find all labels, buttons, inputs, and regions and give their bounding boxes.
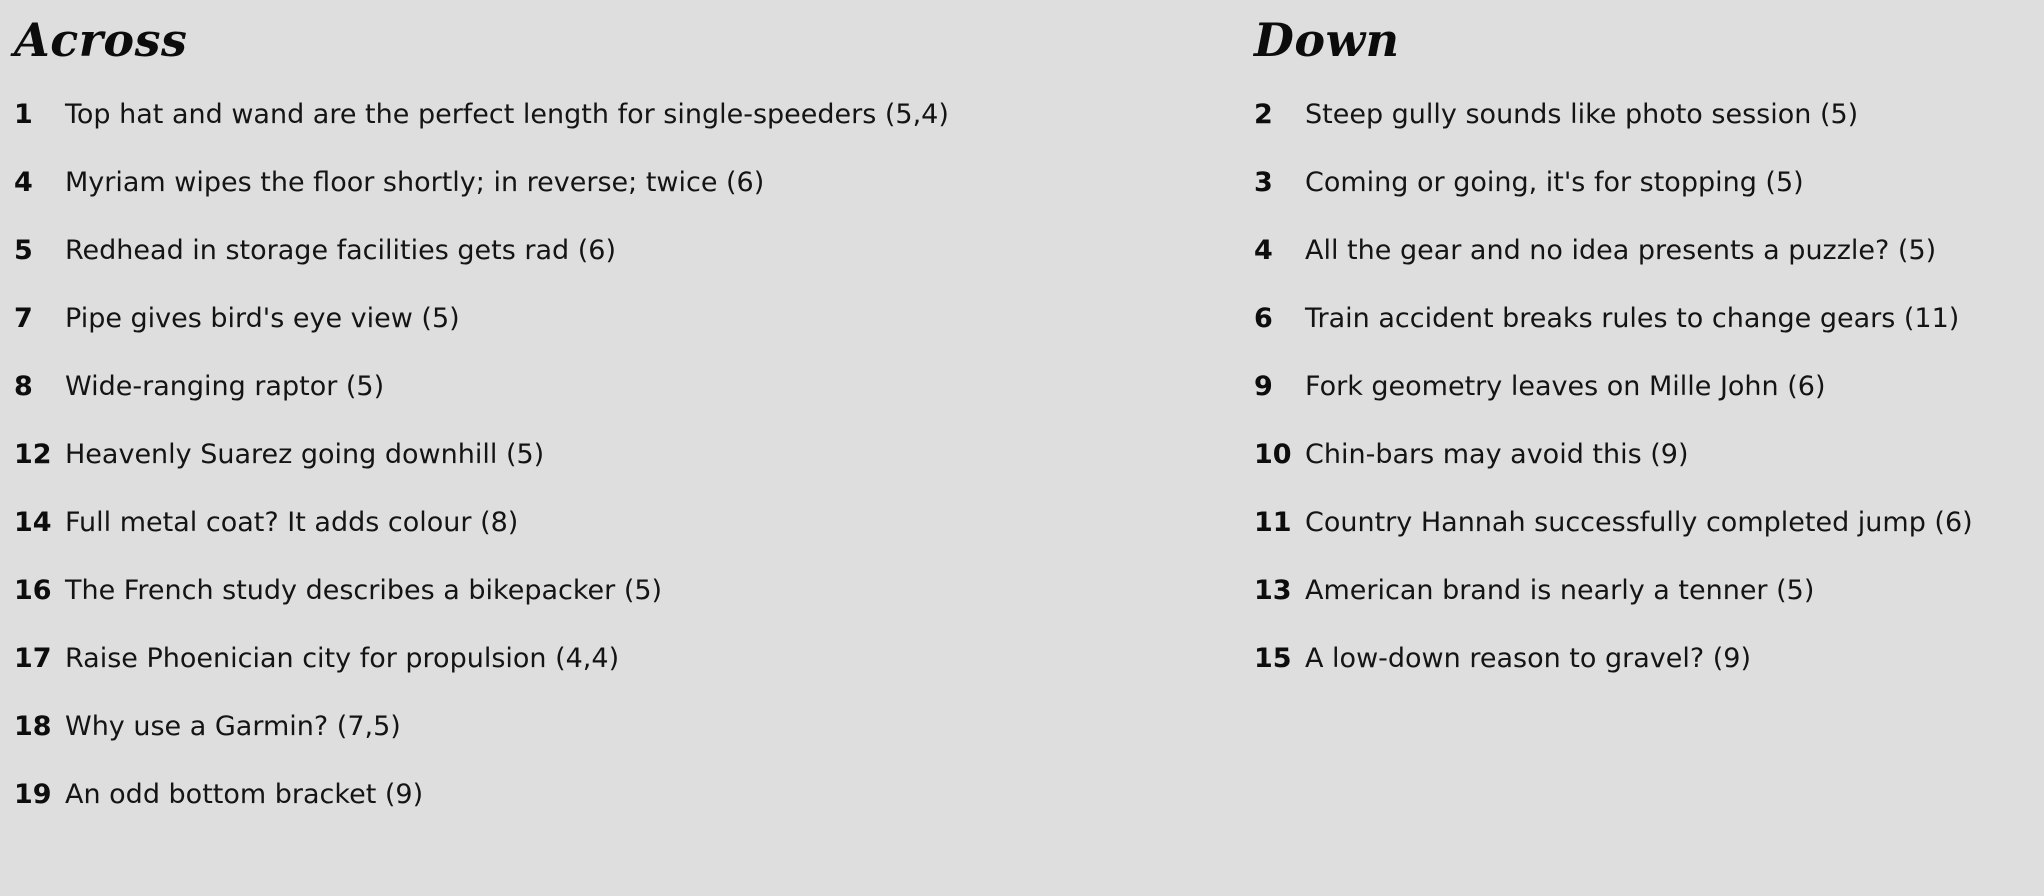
down-heading: Down <box>1254 13 1400 67</box>
across-clue[interactable] <box>14 284 1214 352</box>
across-clue[interactable] <box>14 556 1214 624</box>
clue-number: 13 <box>1254 574 1292 606</box>
clue-number: 4 <box>14 166 33 198</box>
clue-text: Full metal coat? It adds colour (8) <box>65 506 519 538</box>
across-clue[interactable] <box>14 148 1214 216</box>
down-clue[interactable] <box>1254 420 2014 488</box>
down-clue[interactable] <box>1254 148 2014 216</box>
clue-text: American brand is nearly a tenner (5) <box>1305 574 1815 606</box>
clue-text: Raise Phoenician city for propulsion (4,4) <box>65 642 620 674</box>
down-clue[interactable] <box>1254 284 2014 352</box>
across-clue[interactable] <box>14 216 1214 284</box>
clue-number: 14 <box>14 506 52 538</box>
clue-text: All the gear and no idea presents a puzzle? (5) <box>1305 234 1937 266</box>
clue-number: 1 <box>14 98 33 130</box>
across-clue-list <box>14 80 1214 828</box>
clue-text: Chin-bars may avoid this (9) <box>1305 438 1689 470</box>
clue-text: Coming or going, it's for stopping (5) <box>1305 166 1804 198</box>
clue-text: Wide-ranging raptor (5) <box>65 370 385 402</box>
clue-text: Myriam wipes the floor shortly; in reverse; twice (6) <box>65 166 765 198</box>
down-section <box>1254 0 2014 692</box>
clue-number: 5 <box>14 234 33 266</box>
clue-text: The French study describes a bikepacker (5) <box>65 574 663 606</box>
clue-text: Heavenly Suarez going downhill (5) <box>65 438 545 470</box>
down-clue[interactable] <box>1254 556 2014 624</box>
across-clue[interactable] <box>14 352 1214 420</box>
clue-number: 16 <box>14 574 52 606</box>
clue-number: 12 <box>14 438 52 470</box>
across-clue[interactable] <box>14 80 1214 148</box>
clue-text: Country Hannah successfully completed jump (6) <box>1305 506 1973 538</box>
clue-text: A low-down reason to gravel? (9) <box>1305 642 1752 674</box>
down-clue-list <box>1254 80 2014 692</box>
clue-text: Fork geometry leaves on Mille John (6) <box>1305 370 1826 402</box>
clue-number: 3 <box>1254 166 1273 198</box>
across-clue[interactable] <box>14 488 1214 556</box>
clue-text: Top hat and wand are the perfect length for single-speeders (5,4) <box>65 98 949 130</box>
clue-text: Pipe gives bird's eye view (5) <box>65 302 460 334</box>
clue-number: 6 <box>1254 302 1273 334</box>
clue-number: 17 <box>14 642 52 674</box>
clue-number: 9 <box>1254 370 1273 402</box>
clue-number: 19 <box>14 778 52 810</box>
clue-text: Steep gully sounds like photo session (5) <box>1305 98 1859 130</box>
across-clue[interactable] <box>14 624 1214 692</box>
clue-number: 8 <box>14 370 33 402</box>
across-clue[interactable] <box>14 692 1214 760</box>
clue-text: An odd bottom bracket (9) <box>65 778 424 810</box>
clue-number: 10 <box>1254 438 1292 470</box>
down-clue[interactable] <box>1254 624 2014 692</box>
clue-number: 18 <box>14 710 52 742</box>
down-clue[interactable] <box>1254 352 2014 420</box>
across-clue[interactable] <box>14 420 1214 488</box>
across-clue[interactable] <box>14 760 1214 828</box>
clue-text: Train accident breaks rules to change gears (11) <box>1305 302 1960 334</box>
clue-text: Why use a Garmin? (7,5) <box>65 710 401 742</box>
across-section <box>14 0 1214 828</box>
down-clue[interactable] <box>1254 216 2014 284</box>
clue-number: 4 <box>1254 234 1273 266</box>
clue-number: 15 <box>1254 642 1292 674</box>
clue-text: Redhead in storage facilities gets rad (6) <box>65 234 616 266</box>
down-clue[interactable] <box>1254 80 2014 148</box>
clue-number: 2 <box>1254 98 1273 130</box>
clue-number: 7 <box>14 302 33 334</box>
clue-number: 11 <box>1254 506 1292 538</box>
down-clue[interactable] <box>1254 488 2014 556</box>
across-heading: Across <box>14 13 188 67</box>
